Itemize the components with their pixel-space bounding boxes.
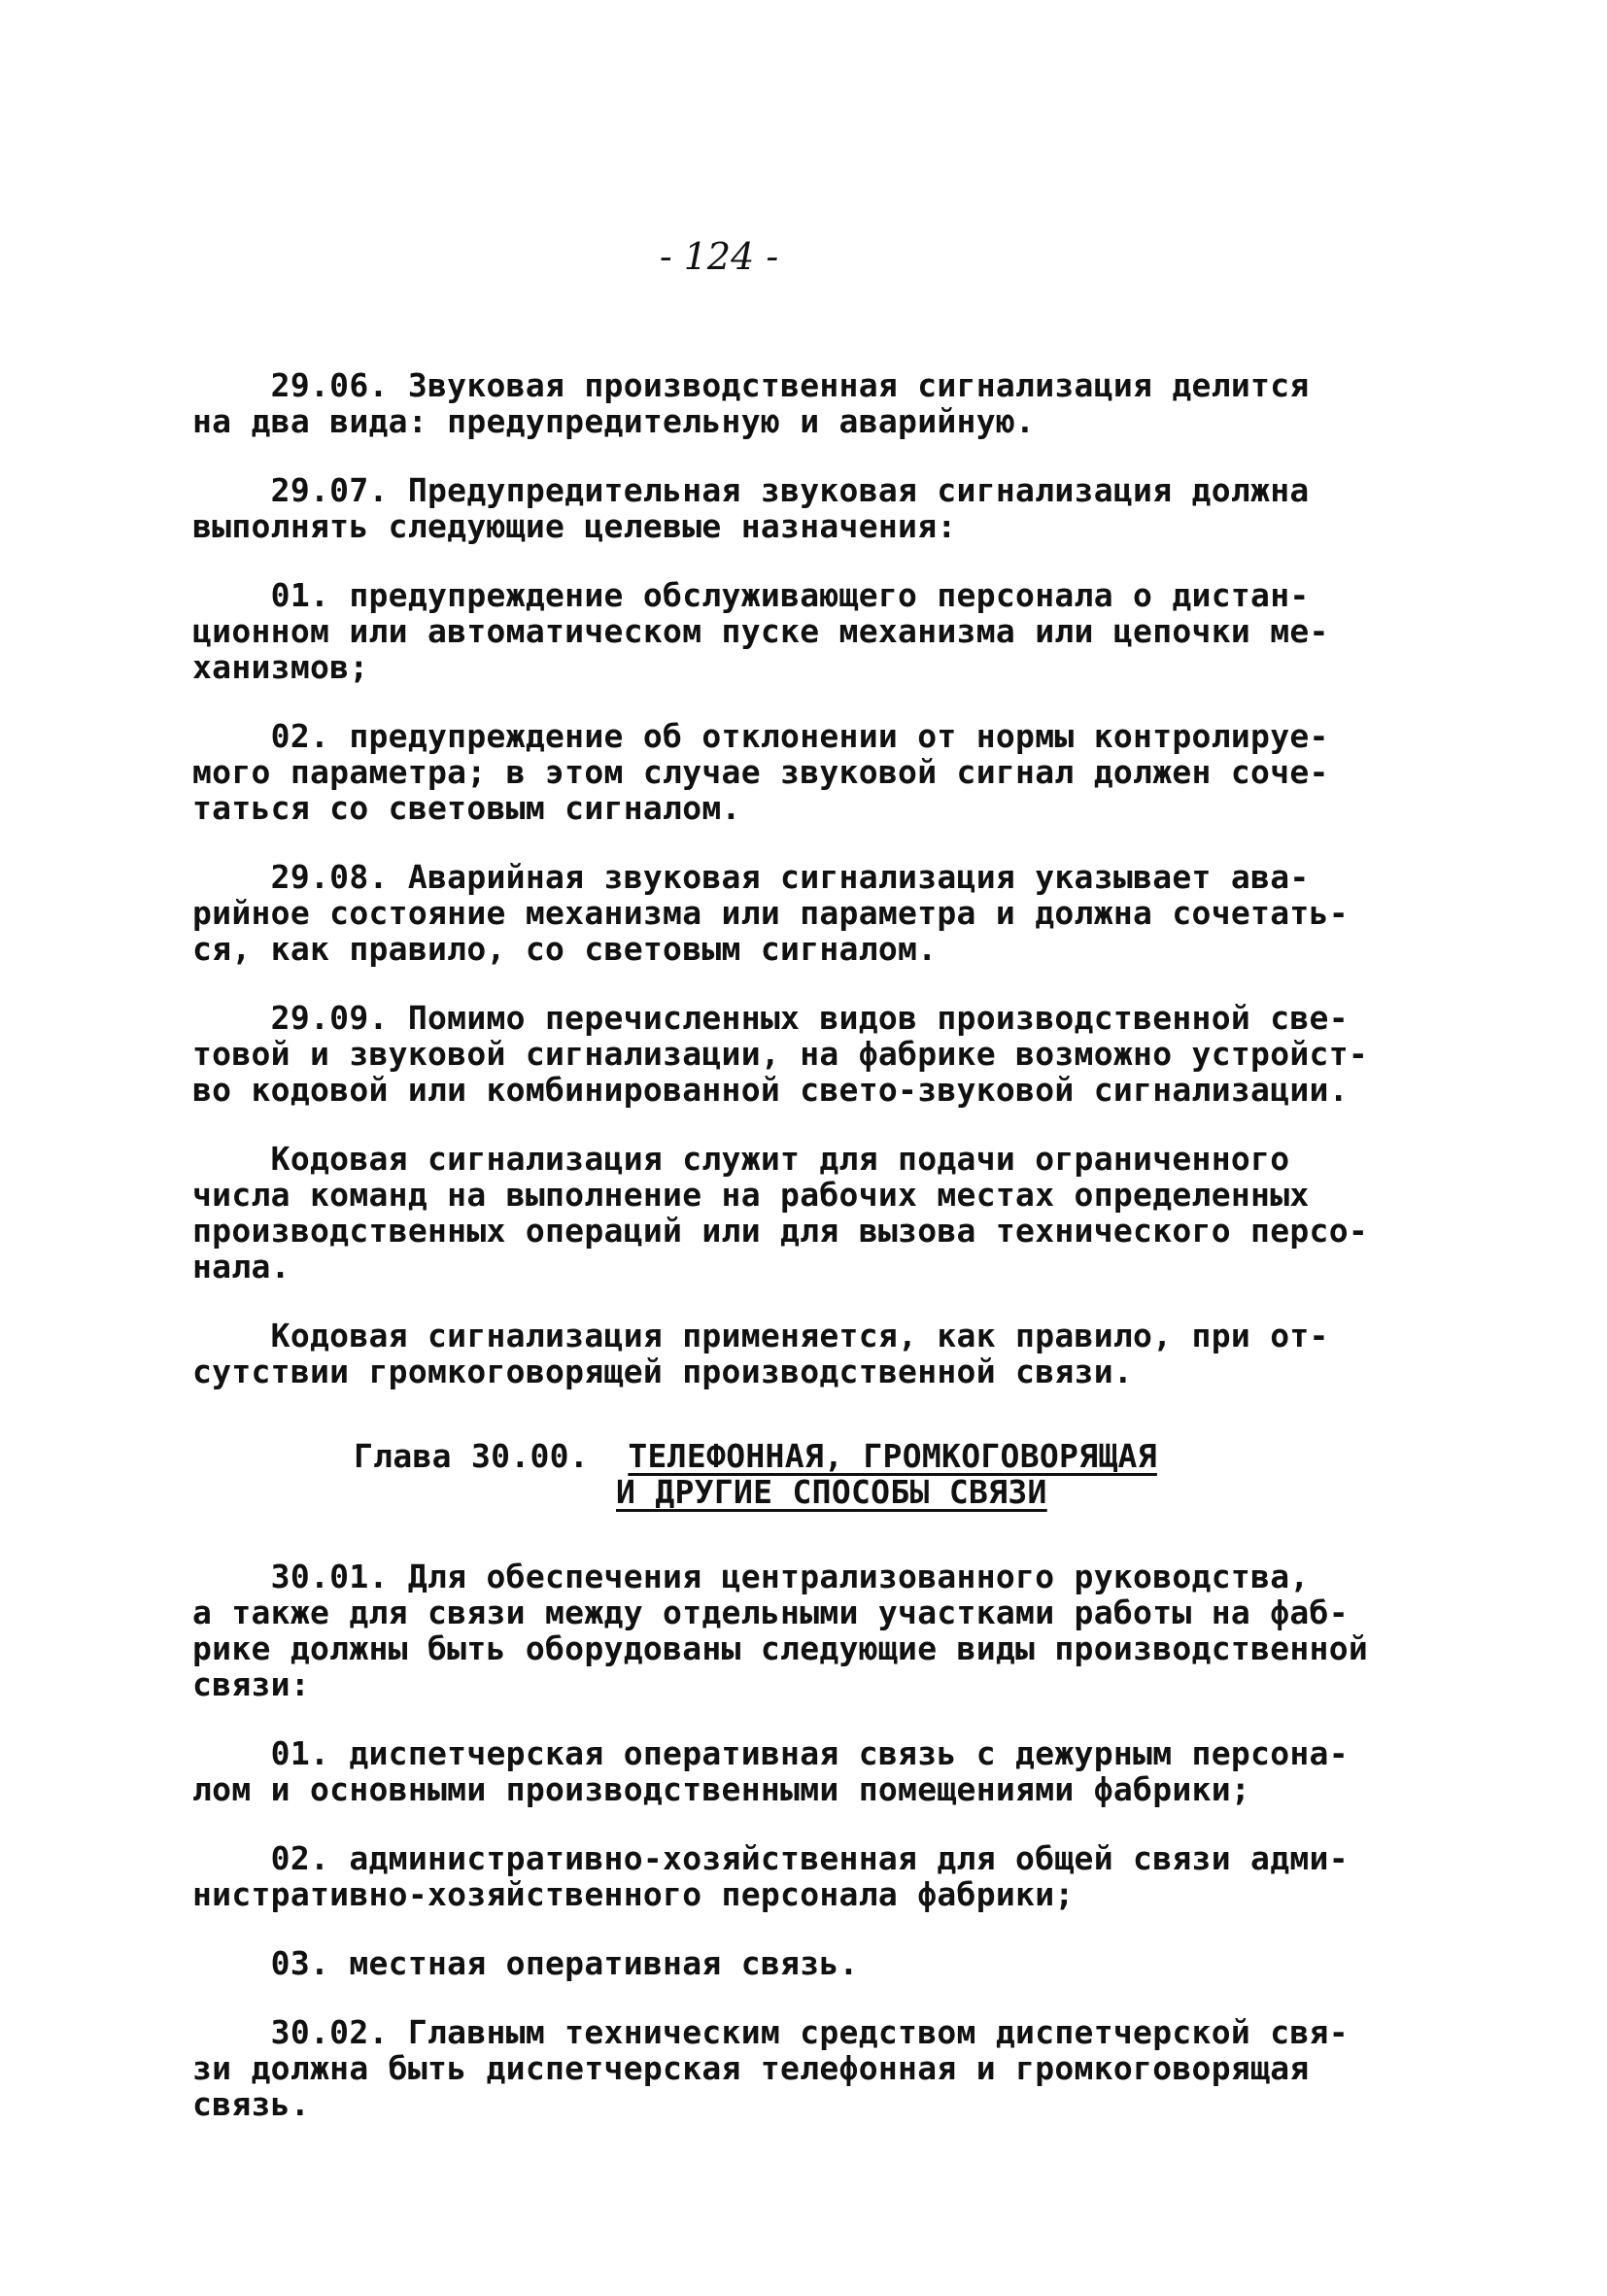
text-line: товой и звуковой сигнализации, на фабрике возможно устройст- xyxy=(192,1035,1369,1073)
paragraph xyxy=(192,1318,1419,1389)
text-line: зи должна быть диспетчерская телефонная и громкоговорящая xyxy=(192,2049,1310,2087)
text-line: производственных операций или для вызова технического персо- xyxy=(192,1212,1369,1250)
text-line: Кодовая сигнализация применяется, как правило, при от- xyxy=(192,1317,1329,1354)
paragraph xyxy=(192,472,1419,544)
paragraph xyxy=(192,1840,1419,1912)
text-line: таться со световым сигналом. xyxy=(192,789,741,827)
text-line: ханизмов; xyxy=(192,648,369,686)
paragraph xyxy=(192,1559,1419,1702)
paragraph xyxy=(192,367,1419,439)
text-line: 02. предупреждение об отклонении от нормы контролируе- xyxy=(192,717,1329,755)
text-line: 30.01. Для обеспечения централизованного руководства, xyxy=(192,1558,1310,1595)
text-line: 03. местная оперативная связь. xyxy=(192,1944,859,1982)
chapter-heading-line-1 xyxy=(192,1438,1419,1474)
text-line: 29.06. Звуковая производственная сигнализация делится xyxy=(192,366,1310,404)
text-line: ционном или автоматическом пуске механизма или цепочки ме- xyxy=(192,612,1329,650)
text-line: ся, как правило, со световым сигналом. xyxy=(192,930,938,968)
text-line: 29.09. Помимо перечисленных видов производственной све- xyxy=(192,999,1349,1037)
paragraph xyxy=(192,577,1419,685)
text-line: 29.08. Аварийная звуковая сигнализация указывает ава- xyxy=(192,858,1310,896)
text-line: связи: xyxy=(192,1665,311,1703)
text-line: мого параметра; в этом случае звуковой сигнал должен соче- xyxy=(192,753,1329,791)
text-line: на два вида: предупредительную и аварийную. xyxy=(192,402,1036,440)
page-number: - 124 - xyxy=(659,235,779,278)
text-line: рийное состояние механизма или параметра и должна сочетать- xyxy=(192,894,1349,932)
paragraph xyxy=(192,1141,1419,1285)
paragraph xyxy=(192,2014,1419,2122)
text-line: 01. диспетчерская оперативная связь с дежурным персона- xyxy=(192,1734,1349,1772)
paragraph xyxy=(192,1735,1419,1807)
text-line: выполнять следующие целевые назначения: xyxy=(192,507,957,545)
text-line: 30.02. Главным техническим средством диспетчерской свя- xyxy=(192,2013,1349,2051)
text-line: Кодовая сигнализация служит для подачи ограниченного xyxy=(192,1140,1290,1178)
text-line: 29.07. Предупредительная звуковая сигнализация должна xyxy=(192,471,1310,509)
text-line: 02. административно-хозяйственная для общей связи адми- xyxy=(192,1839,1349,1877)
chapter-label: Глава 30.00. xyxy=(354,1437,590,1475)
text-line: связь. xyxy=(192,2085,311,2123)
text-line: нистративно-хозяйственного персонала фабрики; xyxy=(192,1875,1075,1913)
section-29-paragraphs xyxy=(192,367,1419,1389)
text-line: 01. предупреждение обслуживающего персонала о дистан- xyxy=(192,576,1310,614)
chapter-title-line-2: И ДРУГИЕ СПОСОБЫ СВЯЗИ xyxy=(616,1473,1047,1511)
text-line: рике должны быть оборудованы следующие виды производственной xyxy=(192,1629,1369,1667)
text-line: а также для связи между отдельными участками работы на фаб- xyxy=(192,1593,1349,1631)
text-line: нала. xyxy=(192,1248,291,1285)
text-line: лом и основными производственными помещениями фабрики; xyxy=(192,1770,1251,1808)
document-body xyxy=(192,367,1419,2155)
section-30-paragraphs xyxy=(192,1559,1419,2122)
paragraph xyxy=(192,1000,1419,1108)
paragraph xyxy=(192,859,1419,967)
text-line: числа команд на выполнение на рабочих местах определенных xyxy=(192,1176,1310,1214)
chapter-heading-line-2 xyxy=(192,1474,1419,1510)
text-line: сутствии громкоговорящей производственной связи. xyxy=(192,1353,1134,1390)
paragraph xyxy=(192,1945,1419,1981)
chapter-heading xyxy=(192,1438,1419,1510)
paragraph xyxy=(192,718,1419,826)
text-line: во кодовой или комбинированной свето-звуковой сигнализации. xyxy=(192,1071,1349,1109)
chapter-title-line-1: ТЕЛЕФОННАЯ, ГРОМКОГОВОРЯЩАЯ xyxy=(628,1437,1157,1475)
